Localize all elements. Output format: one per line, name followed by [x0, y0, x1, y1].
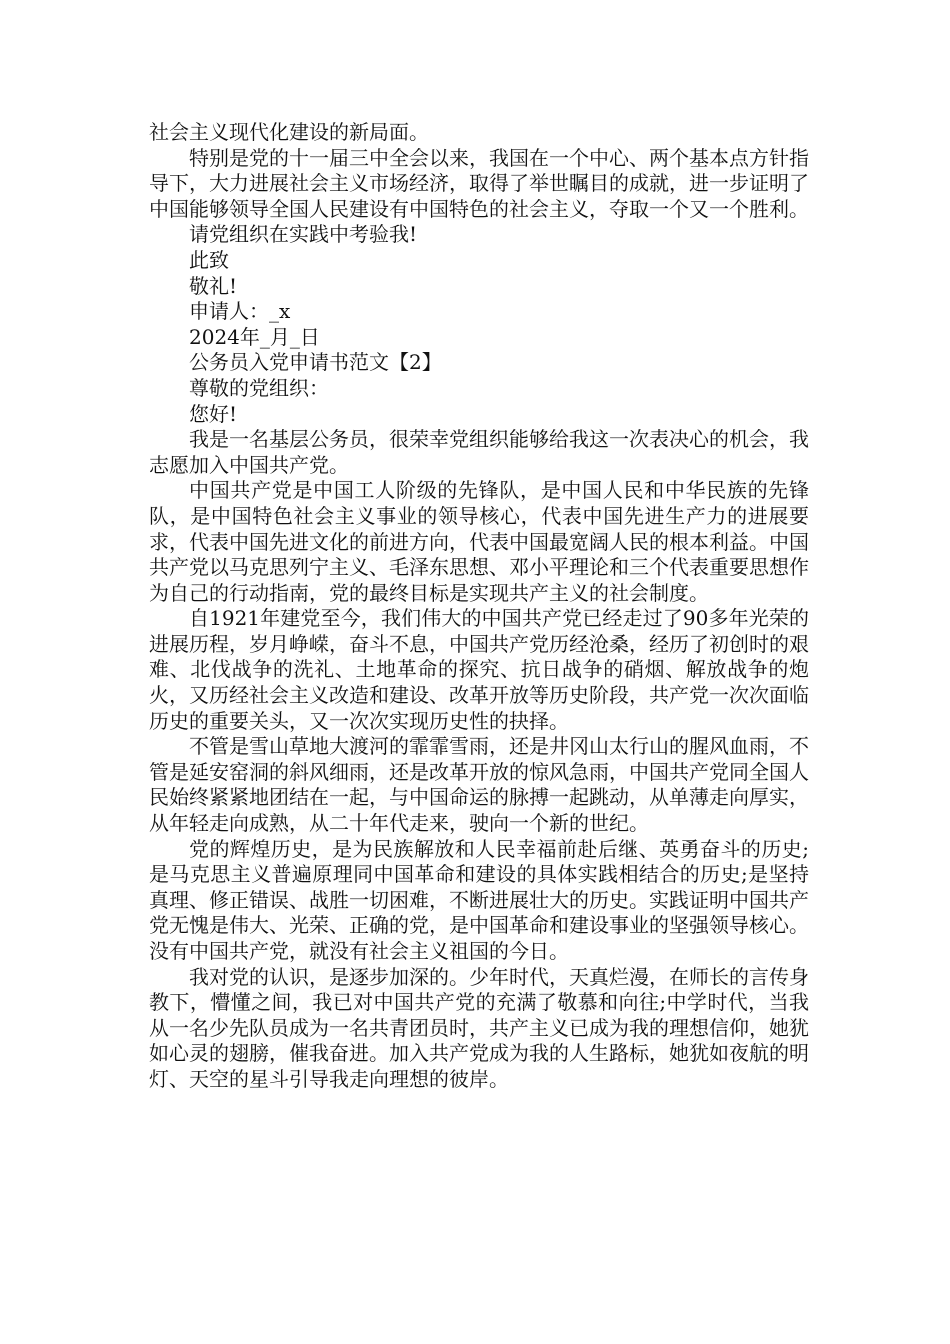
paragraph-reform: 特别是党的十一届三中全会以来，我国在一个中心、两个基本点方针指导下，大力进展社会主义市场经济，取得了举世瞩目的成就，进一步证明了中国能够领导全国人民建设有中国特色的社会主义，夺取一个又一个胜利。 — [149, 145, 809, 221]
paragraph-3: 自1921年建党至今，我们伟大的中国共产党已经走过了90多年光荣的进展历程，岁月峥嵘，奋斗不息，中国共产党历经沧桑，经历了初创时的艰难、北伐战争的洗礼、土地革命的探究、抗日战争的硝烟、解放战争的炮火，又历经社会主义改造和建设、改革开放等历史阶段，共产党一次次面临历史的重要关头，又一次次实现历史性的抉择。 — [149, 606, 809, 733]
paragraph-6: 我对党的认识，是逐步加深的。少年时代，天真烂漫，在师长的言传身教下，懵懂之间，我已对中国共产党的充满了敬慕和向往;中学时代，当我从一名少先队员成为一名共青团员时，共产主义已成为我的理想信仰，她犹如心灵的翅膀，催我奋进。加入共产党成为我的人生路标，她犹如夜航的明灯、天空的星斗引导我走向理想的彼岸。 — [149, 964, 809, 1091]
document-body — [149, 120, 809, 1093]
closing-salute-2: 敬礼! — [189, 273, 238, 298]
date-line: 2024年_月_日 — [189, 324, 320, 349]
greeting-hello: 您好! — [189, 401, 238, 426]
greeting-to: 尊敬的党组织： — [189, 375, 329, 400]
paragraph-1: 我是一名基层公务员，很荣幸党组织能够给我这一次表决心的机会，我志愿加入中国共产党。 — [149, 427, 809, 477]
section-title: 公务员入党申请书范文【2】 — [189, 350, 442, 375]
closing-salute-1: 此致 — [189, 247, 229, 272]
paragraph-5: 党的辉煌历史，是为民族解放和人民幸福前赴后继、英勇奋斗的历史;是马克思主义普遍原理同中国革命和建设的具体实践相结合的历史;是坚持真理、修正错误、战胜一切困难，不断进展壮大的历史。实践证明中国共产党无愧是伟大、光荣、正确的党，是中国革命和建设事业的坚强领导核心。没有中国共产党，就没有社会主义祖国的今日。 — [149, 836, 809, 963]
paragraph-4: 不管是雪山草地大渡河的霏霏雪雨，还是井冈山太行山的腥风血雨，不管是延安窑洞的斜风细雨，还是改革开放的惊风急雨，中国共产党同全国人民始终紧紧地团结在一起，与中国命运的脉搏一起跳动，从单薄走向厚实，从年轻走向成熟，从二十年代走来，驶向一个新的世纪。 — [149, 734, 809, 836]
applicant-line: 申请人：_x — [189, 299, 291, 324]
intro-line: 社会主义现代化建设的新局面。 — [149, 120, 429, 144]
closing-request: 请党组织在实践中考验我! — [189, 222, 418, 247]
paragraph-2: 中国共产党是中国工人阶级的先锋队，是中国人民和中华民族的先锋队，是中国特色社会主义事业的领导核心，代表中国先进生产力的进展要求，代表中国先进文化的前进方向，代表中国最宽阔人民的根本利益。中国共产党以马克思列宁主义、毛泽东思想、邓小平理论和三个代表重要思想作为自己的行动指南，党的最终目标是实现共产主义的社会制度。 — [149, 478, 809, 605]
